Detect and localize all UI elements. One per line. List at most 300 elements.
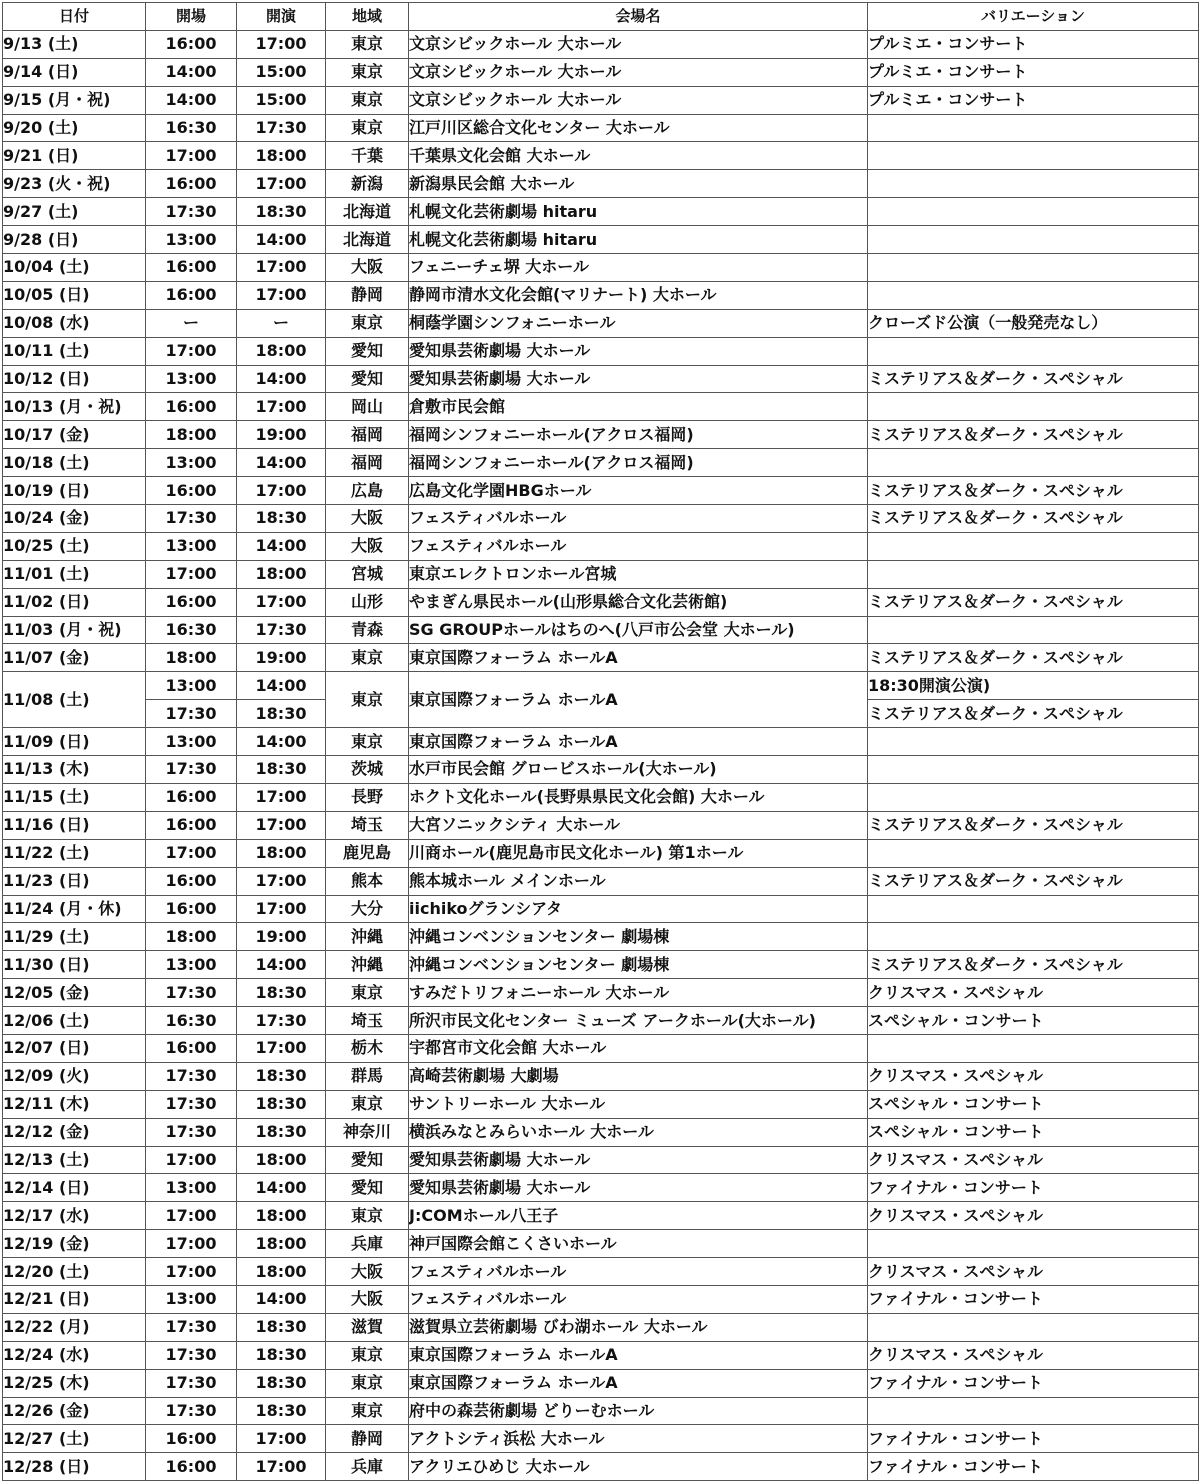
start-time-cell: 14:00 <box>237 226 326 254</box>
region-cell: 東京 <box>326 1202 409 1230</box>
start-time-cell: 17:00 <box>237 1425 326 1453</box>
venue-cell: 愛知県芸術劇場 大ホール <box>409 1146 868 1174</box>
date-cell: 12/07 (日) <box>3 1034 146 1062</box>
variation-cell: ミステリアス＆ダーク・スペシャル <box>868 505 1199 533</box>
start-time-cell: 18:00 <box>237 839 326 867</box>
table-row <box>3 1285 1199 1313</box>
start-time-cell: 17:00 <box>237 783 326 811</box>
variation-cell: ミステリアス＆ダーク・スペシャル <box>868 477 1199 505</box>
start-time-cell: 19:00 <box>237 923 326 951</box>
column-header-region: 地域 <box>326 3 409 31</box>
doors-open-cell: 17:30 <box>146 700 237 728</box>
start-time-cell: 14:00 <box>237 728 326 756</box>
venue-cell: 愛知県芸術劇場 大ホール <box>409 365 868 393</box>
doors-open-cell: 17:00 <box>146 839 237 867</box>
start-time-cell: 18:00 <box>237 337 326 365</box>
doors-open-cell: 16:00 <box>146 895 237 923</box>
doors-open-cell: 16:00 <box>146 783 237 811</box>
doors-open-cell: 16:30 <box>146 114 237 142</box>
doors-open-cell: 16:00 <box>146 30 237 58</box>
column-header-date: 日付 <box>3 3 146 31</box>
variation-cell <box>868 1313 1199 1341</box>
variation-cell <box>868 198 1199 226</box>
date-cell: 11/23 (日) <box>3 867 146 895</box>
date-cell: 11/03 (月・祝) <box>3 616 146 644</box>
variation-cell: クローズド公演（一般発売なし） <box>868 309 1199 337</box>
date-cell: 10/04 (土) <box>3 254 146 282</box>
variation-cell: ミステリアス＆ダーク・スペシャル <box>868 951 1199 979</box>
venue-cell: アクリエひめじ 大ホール <box>409 1453 868 1481</box>
region-cell: 埼玉 <box>326 811 409 839</box>
venue-cell: 新潟県民会館 大ホール <box>409 170 868 198</box>
venue-cell: 熊本城ホール メインホール <box>409 867 868 895</box>
date-cell: 10/11 (土) <box>3 337 146 365</box>
table-row <box>3 114 1199 142</box>
venue-cell: iichikoグランシアタ <box>409 895 868 923</box>
region-cell: 東京 <box>326 1369 409 1397</box>
doors-open-cell: 16:00 <box>146 1034 237 1062</box>
region-cell: 長野 <box>326 783 409 811</box>
region-cell: 栃木 <box>326 1034 409 1062</box>
venue-cell: 愛知県芸術劇場 大ホール <box>409 337 868 365</box>
doors-open-cell: 16:00 <box>146 281 237 309</box>
venue-cell: やまぎん県民ホール(山形県総合文化芸術館) <box>409 588 868 616</box>
start-time-cell: 17:00 <box>237 281 326 309</box>
date-cell: 11/13 (木) <box>3 756 146 784</box>
region-cell: 東京 <box>326 1090 409 1118</box>
start-time-cell: 19:00 <box>237 421 326 449</box>
venue-cell: 川商ホール(鹿児島市民文化ホール) 第1ホール <box>409 839 868 867</box>
region-cell: 大阪 <box>326 505 409 533</box>
doors-open-cell: 17:30 <box>146 756 237 784</box>
variation-cell: ファイナル・コンサート <box>868 1285 1199 1313</box>
venue-cell: 東京国際フォーラム ホールA <box>409 672 868 728</box>
date-cell: 12/05 (金) <box>3 979 146 1007</box>
column-header-start: 開演 <box>237 3 326 31</box>
date-cell: 12/21 (日) <box>3 1285 146 1313</box>
doors-open-cell: 13:00 <box>146 532 237 560</box>
table-row <box>3 1062 1199 1090</box>
doors-open-cell: 17:30 <box>146 979 237 1007</box>
venue-cell: フェスティバルホール <box>409 1258 868 1286</box>
table-row <box>3 588 1199 616</box>
doors-open-cell: 14:00 <box>146 58 237 86</box>
date-cell: 11/01 (土) <box>3 560 146 588</box>
doors-open-cell: 16:00 <box>146 170 237 198</box>
table-row <box>3 281 1199 309</box>
doors-open-cell: 16:30 <box>146 616 237 644</box>
date-cell: 12/19 (金) <box>3 1230 146 1258</box>
table-row <box>3 198 1199 226</box>
doors-open-cell: 16:00 <box>146 811 237 839</box>
variation-cell: ミステリアス＆ダーク・スペシャル <box>868 811 1199 839</box>
region-cell: 東京 <box>326 1341 409 1369</box>
date-cell: 9/15 (月・祝) <box>3 86 146 114</box>
doors-open-cell: 17:30 <box>146 1313 237 1341</box>
date-cell: 9/20 (土) <box>3 114 146 142</box>
date-cell: 12/06 (土) <box>3 1007 146 1035</box>
table-row <box>3 1313 1199 1341</box>
date-cell: 12/17 (水) <box>3 1202 146 1230</box>
doors-open-cell: 16:00 <box>146 588 237 616</box>
start-time-cell: 18:30 <box>237 1341 326 1369</box>
variation-cell <box>868 895 1199 923</box>
region-cell: 青森 <box>326 616 409 644</box>
start-time-cell: 15:00 <box>237 86 326 114</box>
variation-cell: スペシャル・コンサート <box>868 1007 1199 1035</box>
date-cell: 11/24 (月・休) <box>3 895 146 923</box>
region-cell: 北海道 <box>326 226 409 254</box>
variation-cell: 18:30開演公演) <box>868 672 1199 700</box>
start-time-cell: 17:00 <box>237 1453 326 1481</box>
table-row <box>3 1258 1199 1286</box>
start-time-cell: ー <box>237 309 326 337</box>
doors-open-cell: 17:00 <box>146 142 237 170</box>
start-time-cell: 18:30 <box>237 505 326 533</box>
doors-open-cell: 16:00 <box>146 477 237 505</box>
venue-cell: 静岡市清水文化会館(マリナート) 大ホール <box>409 281 868 309</box>
date-cell: 10/25 (土) <box>3 532 146 560</box>
venue-cell: 文京シビックホール 大ホール <box>409 86 868 114</box>
venue-cell: 倉敷市民会館 <box>409 393 868 421</box>
venue-cell: SG GROUPホールはちのへ(八戸市公会堂 大ホール) <box>409 616 868 644</box>
start-time-cell: 17:00 <box>237 588 326 616</box>
variation-cell: ミステリアス＆ダーク・スペシャル <box>868 700 1199 728</box>
table-row <box>3 254 1199 282</box>
region-cell: 愛知 <box>326 1146 409 1174</box>
doors-open-cell: 17:30 <box>146 1090 237 1118</box>
variation-cell: ミステリアス＆ダーク・スペシャル <box>868 867 1199 895</box>
header-row <box>3 3 1199 31</box>
region-cell: 兵庫 <box>326 1453 409 1481</box>
table-row <box>3 142 1199 170</box>
date-cell: 11/07 (金) <box>3 644 146 672</box>
region-cell: 静岡 <box>326 1425 409 1453</box>
variation-cell: ミステリアス＆ダーク・スペシャル <box>868 365 1199 393</box>
region-cell: 群馬 <box>326 1062 409 1090</box>
doors-open-cell: 13:00 <box>146 951 237 979</box>
variation-cell <box>868 560 1199 588</box>
table-row <box>3 811 1199 839</box>
doors-open-cell: 13:00 <box>146 365 237 393</box>
table-row <box>3 560 1199 588</box>
date-cell: 10/12 (日) <box>3 365 146 393</box>
doors-open-cell: 17:30 <box>146 1369 237 1397</box>
venue-cell: 高崎芸術劇場 大劇場 <box>409 1062 868 1090</box>
variation-cell <box>868 728 1199 756</box>
region-cell: 新潟 <box>326 170 409 198</box>
date-cell: 10/18 (土) <box>3 449 146 477</box>
region-cell: 滋賀 <box>326 1313 409 1341</box>
region-cell: 東京 <box>326 30 409 58</box>
variation-cell <box>868 839 1199 867</box>
column-header-variation: バリエーション <box>868 3 1199 31</box>
date-cell: 9/21 (日) <box>3 142 146 170</box>
table-row <box>3 867 1199 895</box>
venue-cell: 東京国際フォーラム ホールA <box>409 1341 868 1369</box>
region-cell: 鹿児島 <box>326 839 409 867</box>
variation-cell <box>868 337 1199 365</box>
doors-open-cell: 17:00 <box>146 1202 237 1230</box>
date-cell: 12/13 (土) <box>3 1146 146 1174</box>
start-time-cell: 17:00 <box>237 895 326 923</box>
tour-schedule-table <box>2 2 1199 1481</box>
table-row <box>3 1202 1199 1230</box>
variation-cell <box>868 1230 1199 1258</box>
doors-open-cell: 17:00 <box>146 1258 237 1286</box>
column-header-doors-open: 開場 <box>146 3 237 31</box>
region-cell: 茨城 <box>326 756 409 784</box>
doors-open-cell: 13:00 <box>146 449 237 477</box>
table-row <box>3 756 1199 784</box>
start-time-cell: 18:30 <box>237 1062 326 1090</box>
venue-cell: サントリーホール 大ホール <box>409 1090 868 1118</box>
region-cell: 東京 <box>326 728 409 756</box>
region-cell: 福岡 <box>326 421 409 449</box>
doors-open-cell: 17:00 <box>146 337 237 365</box>
region-cell: 東京 <box>326 644 409 672</box>
date-cell: 10/05 (日) <box>3 281 146 309</box>
variation-cell <box>868 114 1199 142</box>
variation-cell: クリスマス・スペシャル <box>868 1202 1199 1230</box>
region-cell: 神奈川 <box>326 1118 409 1146</box>
date-cell: 9/27 (土) <box>3 198 146 226</box>
table-row <box>3 672 1199 700</box>
variation-cell: プルミエ・コンサート <box>868 30 1199 58</box>
doors-open-cell: 16:00 <box>146 1453 237 1481</box>
start-time-cell: 18:00 <box>237 1146 326 1174</box>
table-row <box>3 1341 1199 1369</box>
doors-open-cell: 18:00 <box>146 923 237 951</box>
doors-open-cell: 17:30 <box>146 1397 237 1425</box>
variation-cell: ミステリアス＆ダーク・スペシャル <box>868 588 1199 616</box>
doors-open-cell: 13:00 <box>146 226 237 254</box>
table-row <box>3 1007 1199 1035</box>
column-header-venue: 会場名 <box>409 3 868 31</box>
venue-cell: フェスティバルホール <box>409 505 868 533</box>
venue-cell: 福岡シンフォニーホール(アクロス福岡) <box>409 449 868 477</box>
start-time-cell: 17:30 <box>237 616 326 644</box>
table-row <box>3 449 1199 477</box>
start-time-cell: 14:00 <box>237 449 326 477</box>
doors-open-cell: 17:30 <box>146 1341 237 1369</box>
table-row <box>3 393 1199 421</box>
date-cell: 11/22 (土) <box>3 839 146 867</box>
variation-cell: プルミエ・コンサート <box>868 58 1199 86</box>
region-cell: 大阪 <box>326 1285 409 1313</box>
venue-cell: ホクト文化ホール(長野県県民文化会館) 大ホール <box>409 783 868 811</box>
variation-cell <box>868 226 1199 254</box>
table-row <box>3 477 1199 505</box>
venue-cell: 福岡シンフォニーホール(アクロス福岡) <box>409 421 868 449</box>
doors-open-cell: 17:30 <box>146 1118 237 1146</box>
doors-open-cell: 16:00 <box>146 254 237 282</box>
table-row <box>3 895 1199 923</box>
start-time-cell: 17:00 <box>237 867 326 895</box>
date-cell: 11/30 (日) <box>3 951 146 979</box>
venue-cell: フェスティバルホール <box>409 532 868 560</box>
doors-open-cell: 13:00 <box>146 1285 237 1313</box>
venue-cell: 沖縄コンベンションセンター 劇場棟 <box>409 923 868 951</box>
date-cell: 12/28 (日) <box>3 1453 146 1481</box>
start-time-cell: 17:00 <box>237 254 326 282</box>
variation-cell <box>868 1034 1199 1062</box>
doors-open-cell: 17:30 <box>146 198 237 226</box>
table-row <box>3 728 1199 756</box>
region-cell: 宮城 <box>326 560 409 588</box>
start-time-cell: 19:00 <box>237 644 326 672</box>
venue-cell: 宇都宮市文化会館 大ホール <box>409 1034 868 1062</box>
variation-cell: スペシャル・コンサート <box>868 1118 1199 1146</box>
venue-cell: 所沢市民文化センター ミューズ アークホール(大ホール) <box>409 1007 868 1035</box>
variation-cell <box>868 756 1199 784</box>
date-cell: 12/12 (金) <box>3 1118 146 1146</box>
region-cell: 埼玉 <box>326 1007 409 1035</box>
venue-cell: 江戸川区総合文化センター 大ホール <box>409 114 868 142</box>
table-row <box>3 86 1199 114</box>
start-time-cell: 17:00 <box>237 477 326 505</box>
doors-open-cell: 16:00 <box>146 393 237 421</box>
doors-open-cell: 16:30 <box>146 1007 237 1035</box>
start-time-cell: 15:00 <box>237 58 326 86</box>
venue-cell: すみだトリフォニーホール 大ホール <box>409 979 868 1007</box>
date-cell: 11/16 (日) <box>3 811 146 839</box>
date-cell: 11/09 (日) <box>3 728 146 756</box>
venue-cell: J:COMホール八王子 <box>409 1202 868 1230</box>
start-time-cell: 14:00 <box>237 672 326 700</box>
variation-cell <box>868 393 1199 421</box>
date-cell: 10/08 (水) <box>3 309 146 337</box>
doors-open-cell: 13:00 <box>146 728 237 756</box>
table-row <box>3 783 1199 811</box>
venue-cell: フェニーチェ堺 大ホール <box>409 254 868 282</box>
variation-cell <box>868 783 1199 811</box>
table-row <box>3 1397 1199 1425</box>
region-cell: 広島 <box>326 477 409 505</box>
date-cell: 10/19 (日) <box>3 477 146 505</box>
start-time-cell: 18:30 <box>237 198 326 226</box>
venue-cell: 東京国際フォーラム ホールA <box>409 644 868 672</box>
table-row <box>3 1034 1199 1062</box>
venue-cell: 東京国際フォーラム ホールA <box>409 728 868 756</box>
region-cell: 愛知 <box>326 365 409 393</box>
table-row <box>3 616 1199 644</box>
region-cell: 愛知 <box>326 337 409 365</box>
doors-open-cell: 16:00 <box>146 867 237 895</box>
start-time-cell: 17:30 <box>237 114 326 142</box>
table-row <box>3 58 1199 86</box>
region-cell: 東京 <box>326 672 409 728</box>
variation-cell: クリスマス・スペシャル <box>868 1146 1199 1174</box>
doors-open-cell: 17:00 <box>146 1146 237 1174</box>
date-cell: 12/27 (土) <box>3 1425 146 1453</box>
table-row <box>3 979 1199 1007</box>
table-row <box>3 337 1199 365</box>
variation-cell: クリスマス・スペシャル <box>868 1258 1199 1286</box>
variation-cell <box>868 449 1199 477</box>
doors-open-cell: 17:30 <box>146 1062 237 1090</box>
region-cell: 東京 <box>326 58 409 86</box>
variation-cell <box>868 923 1199 951</box>
date-cell: 12/09 (火) <box>3 1062 146 1090</box>
start-time-cell: 14:00 <box>237 1174 326 1202</box>
region-cell: 東京 <box>326 309 409 337</box>
start-time-cell: 17:00 <box>237 30 326 58</box>
venue-cell: 横浜みなとみらいホール 大ホール <box>409 1118 868 1146</box>
venue-cell: 沖縄コンベンションセンター 劇場棟 <box>409 951 868 979</box>
start-time-cell: 18:30 <box>237 700 326 728</box>
doors-open-cell: 13:00 <box>146 672 237 700</box>
venue-cell: アクトシティ浜松 大ホール <box>409 1425 868 1453</box>
variation-cell <box>868 616 1199 644</box>
venue-cell: 文京シビックホール 大ホール <box>409 58 868 86</box>
region-cell: 東京 <box>326 979 409 1007</box>
venue-cell: 桐蔭学園シンフォニーホール <box>409 309 868 337</box>
region-cell: 沖縄 <box>326 951 409 979</box>
start-time-cell: 18:30 <box>237 1313 326 1341</box>
start-time-cell: 14:00 <box>237 532 326 560</box>
variation-cell: プルミエ・コンサート <box>868 86 1199 114</box>
region-cell: 沖縄 <box>326 923 409 951</box>
start-time-cell: 18:00 <box>237 142 326 170</box>
start-time-cell: 14:00 <box>237 1285 326 1313</box>
date-cell: 9/13 (土) <box>3 30 146 58</box>
region-cell: 兵庫 <box>326 1230 409 1258</box>
start-time-cell: 17:00 <box>237 1034 326 1062</box>
variation-cell: ミステリアス＆ダーク・スペシャル <box>868 421 1199 449</box>
venue-cell: 府中の森芸術劇場 どりーむホール <box>409 1397 868 1425</box>
venue-cell: 札幌文化芸術劇場 hitaru <box>409 226 868 254</box>
table-row <box>3 226 1199 254</box>
doors-open-cell: 13:00 <box>146 1174 237 1202</box>
start-time-cell: 17:30 <box>237 1007 326 1035</box>
region-cell: 愛知 <box>326 1174 409 1202</box>
variation-cell <box>868 142 1199 170</box>
table-row <box>3 1146 1199 1174</box>
start-time-cell: 18:30 <box>237 1369 326 1397</box>
table-row <box>3 505 1199 533</box>
start-time-cell: 17:00 <box>237 811 326 839</box>
date-cell: 11/15 (土) <box>3 783 146 811</box>
date-cell: 12/20 (土) <box>3 1258 146 1286</box>
start-time-cell: 14:00 <box>237 365 326 393</box>
region-cell: 福岡 <box>326 449 409 477</box>
start-time-cell: 18:30 <box>237 1090 326 1118</box>
date-cell: 11/02 (日) <box>3 588 146 616</box>
table-row <box>3 532 1199 560</box>
region-cell: 東京 <box>326 114 409 142</box>
start-time-cell: 17:00 <box>237 393 326 421</box>
doors-open-cell: 16:00 <box>146 1425 237 1453</box>
date-cell: 11/08 (土) <box>3 672 146 728</box>
venue-cell: 東京国際フォーラム ホールA <box>409 1369 868 1397</box>
variation-cell <box>868 281 1199 309</box>
region-cell: 東京 <box>326 1397 409 1425</box>
date-cell: 11/29 (土) <box>3 923 146 951</box>
start-time-cell: 18:00 <box>237 1202 326 1230</box>
doors-open-cell: 18:00 <box>146 644 237 672</box>
region-cell: 山形 <box>326 588 409 616</box>
table-row <box>3 1230 1199 1258</box>
region-cell: 大阪 <box>326 254 409 282</box>
date-cell: 12/24 (水) <box>3 1341 146 1369</box>
variation-cell <box>868 1397 1199 1425</box>
table-row <box>3 839 1199 867</box>
table-row <box>3 1174 1199 1202</box>
region-cell: 北海道 <box>326 198 409 226</box>
doors-open-cell: 17:00 <box>146 560 237 588</box>
variation-cell: スペシャル・コンサート <box>868 1090 1199 1118</box>
